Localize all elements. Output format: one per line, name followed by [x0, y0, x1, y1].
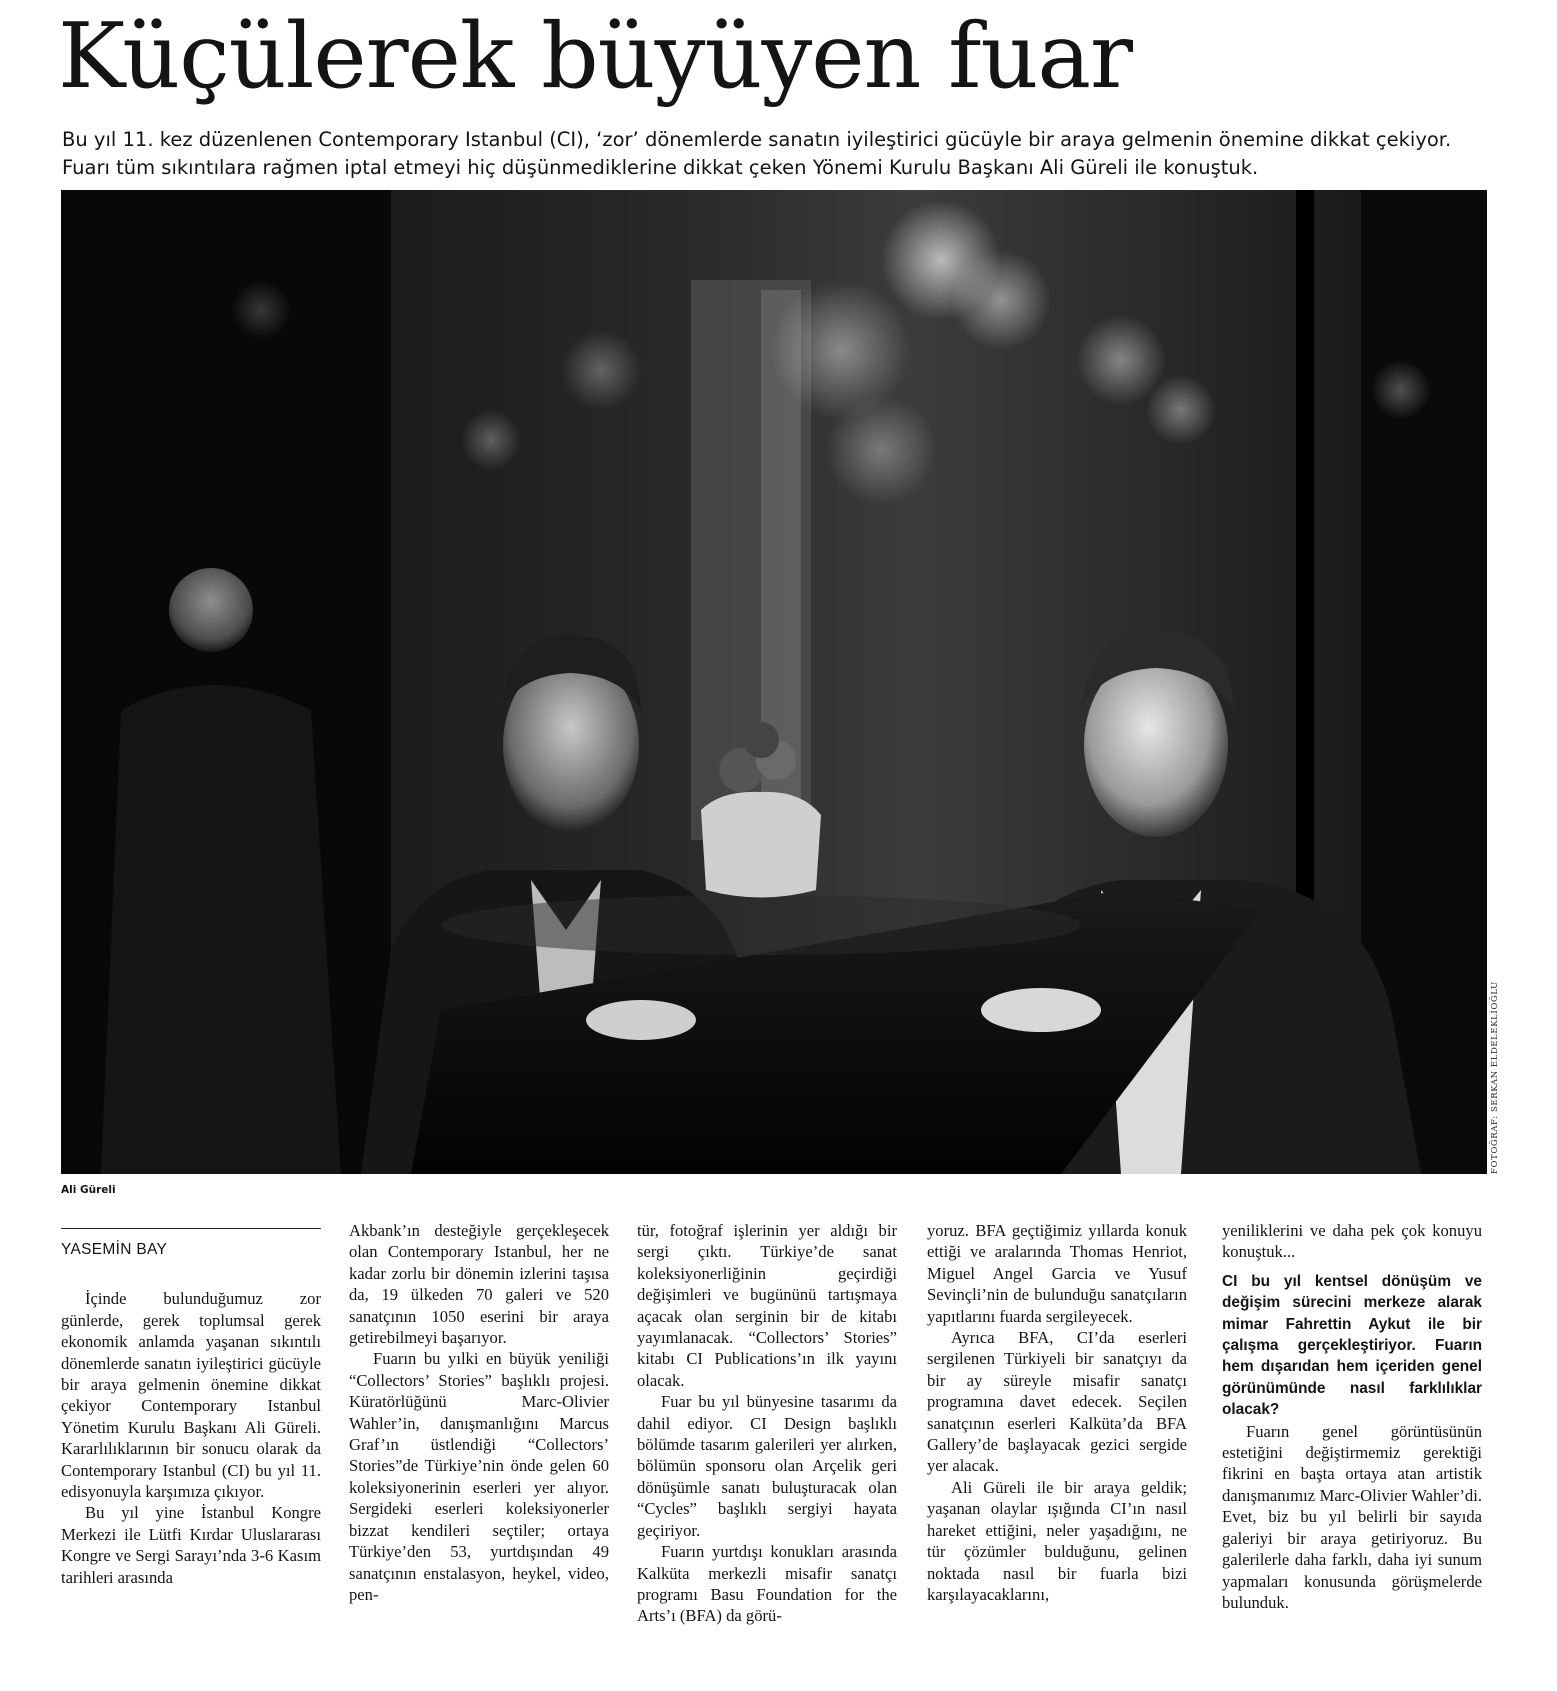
paragraph: Fuarın yurtdışı konukları arasında Kalküta merkezli misafir sanatçı programı Basu Foundation for the Arts’ı (BFA) da görü- — [637, 1542, 897, 1626]
interview-question: CI bu yıl kentsel dönüşüm ve değişim sürecini merkeze alarak mimar Fahrettin Aykut ile bir çalışma gerçekleştiriyor. Fuarın hem dışarıdan hem içeriden genel görünümünde nasıl farklılıklar olacak? — [1222, 1272, 1482, 1419]
text-column-4 — [927, 1220, 1187, 1605]
interview-answer: Fuarın genel görüntüsünün estetiğini değiştirmemiz gerektiği fikrini en başta ortaya atan artistik danışmanımız Marc-Olivier Wahler’di. Evet, biz bu yıl belirli bir sayıda galeriyi bir araya getiriyoruz. Bu galerilerle daha farklı, daha iyi sunum yapmaları konusunda görüşmelerde bulunduk. — [1222, 1421, 1482, 1612]
text-column-1 — [61, 1228, 321, 1588]
text-column-2 — [349, 1220, 609, 1605]
paragraph: Ayrıca BFA, CI’da eserleri sergilenen Türkiyeli bir sanatçıyı da bir ay süreyle misafir sanatçı programına davet edecek. Seçilen sanatçının eserleri Kalküta’da BFA Gallery’de başlayacak gezici sergide yer alacak. — [927, 1328, 1187, 1476]
photo-credit: FOTOĞRAF: SERKAN ELDELEKLİOĞLU — [1490, 981, 1500, 1174]
photo-caption: Ali Güreli — [61, 1184, 116, 1196]
text-column-3 — [637, 1220, 897, 1627]
paragraph: Akbank’ın desteğiyle gerçekleşecek olan Contemporary Istanbul, her ne kadar zorlu bir dönemin izlerini taşısa da, 19 ülkeden 70 galeri ve 520 sanatçının 1050 eserini bir araya getirebilmeyi başarıyor. — [349, 1221, 609, 1348]
paragraph: tür, fotoğraf işlerinin yer aldığı bir sergi çıktı. Türkiye’de sanat koleksiyonerliğinin geçirdiği değişimleri ve bugününü tartışmaya açacak olan serginin bir de kitabı yayımlanacak. “Collectors’ Stories” kitabı CI Publications’ın ilk yayını olacak. — [637, 1221, 897, 1390]
headline: Küçülerek büyüyen fuar — [58, 4, 1133, 109]
text-column-5 — [1222, 1220, 1482, 1613]
portrait-photo — [61, 190, 1487, 1174]
byline: YASEMİN BAY — [61, 1228, 321, 1260]
paragraph: Fuarın bu yılki en büyük yeniliği “Collectors’ Stories” başlıklı projesi. Küratörlüğünü Marc-Olivier Wahler’in, danışmanlığını Marcus Graf’ın üstlendiği “Collectors’ Stories”de Türkiye’nin önde gelen 60 koleksiyonerinin eserleri yer alıyor. Sergideki eserleri koleksiyonerler bizzat kendileri seçtiler; ortaya Türkiye’den 53, yurtdışından 49 sanatçının enstalasyon, heykel, video, pen- — [349, 1349, 609, 1604]
paragraph: yoruz. BFA geçtiğimiz yıllarda konuk ettiği ve aralarında Thomas Henriot, Miguel Angel Garcia ve Yusuf Sevinçli’nin de bulunduğu sanatçıların yapıtlarını fuarda sergileyecek. — [927, 1221, 1187, 1326]
paragraph: yeniliklerini ve daha pek çok konuyu konuştuk... — [1222, 1221, 1482, 1262]
paragraph: Bu yıl yine İstanbul Kongre Merkezi ile Lütfi Kırdar Uluslararası Kongre ve Sergi Sarayı’nda 3-6 Kasım tarihleri arasında — [61, 1503, 321, 1587]
paragraph: Ali Güreli ile bir araya geldik; yaşanan olaylar ışığında CI’ın nasıl hareket ettiğini, neler yaşadığını, ne tür çözümler bulduğunu, gelinen noktada nasıl bir fuarla bizi karşılayacaklarını, — [927, 1477, 1187, 1604]
paragraph: Fuar bu yıl bünyesine tasarımı da dahil ediyor. CI Design başlıklı bölümde tasarım galerileri yer alırken, bölümün sponsoru olan Arçelik geri dönüşümle sanatı buluşturacak olan “Cycles” başlıklı sergiyi hayata geçiriyor. — [637, 1392, 897, 1540]
paragraph: İçinde bulunduğumuz zor günlerde, gerek toplumsal gerek ekonomik anlamda yaşanan sıkıntılı dönemlerde sanatın iyileştirici gücüyle bir araya gelmenin önemine dikkat çekiyor Contemporary Istanbul Yönetim Kurulu Başkanı Ali Güreli. Kararlılıklarının bir sonucu olarak da Contemporary Istanbul (CI) bu yıl 11. edisyonuyla karşımıza çıkıyor. — [61, 1289, 321, 1502]
deck: Bu yıl 11. kez düzenlenen Contemporary Istanbul (CI), ‘zor’ dönemlerde sanatın iyileştirici gücüyle bir araya gelmenin önemine dikkat çekiyor. Fuarı tüm sıkıntılara rağmen iptal etmeyi hiç düşünmediklerine dikkat çeken Yönemi Kurulu Başkanı Ali Güreli ile konuştuk. — [62, 128, 1452, 179]
